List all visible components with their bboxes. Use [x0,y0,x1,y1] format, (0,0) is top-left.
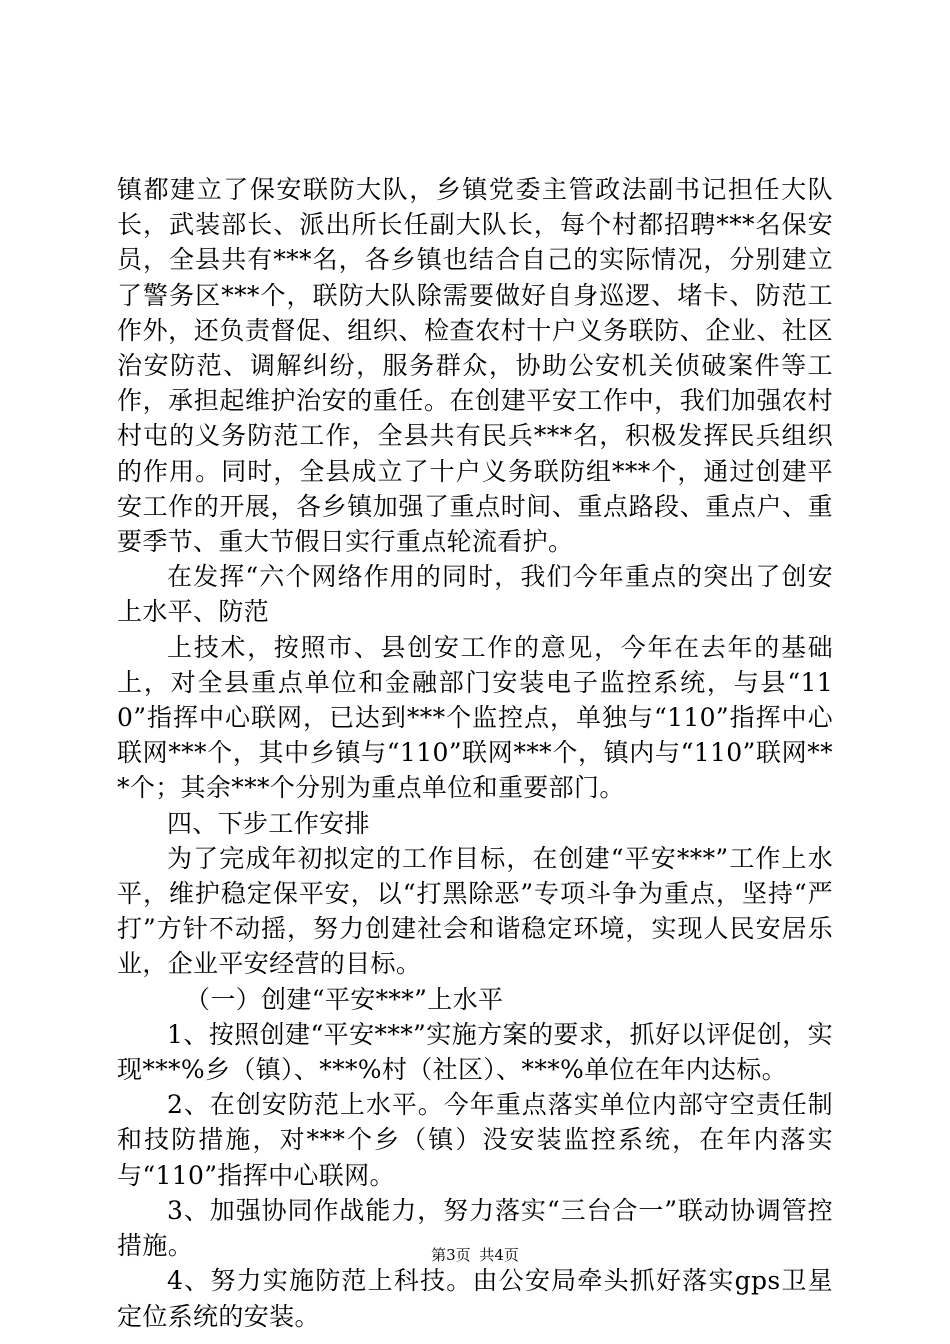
page-number: 第3页 [431,1246,471,1264]
list-item-2: 2、在创安防范上水平。今年重点落实单位内部守空责任制和技防措施，对***个乡（镇）没安装监控系统，在年内落实与“110”指挥中心联网。 [117,1090,833,1190]
list-item-4: 4、努力实施防范上科技。由公安局牵头抓好落实gps卫星定位系统的安装。 [117,1266,833,1331]
list-item-3: 3、加强协同作战能力，努力落实“三台合一”联动协调管控措施。 [117,1195,833,1261]
section-heading-next-steps: 四、下步工作安排 [167,808,370,838]
paragraph-technical-prevention: 上技术，按照市、县创安工作的意见，今年在去年的基础上，对全县重点单位和金融部门安装电子监控系统，与县“110”指挥中心联网，已达到***个监控点，单独与“110”指挥中心联网***个，其中乡镇与“110”联网***个，镇内与“110”联网***个；其余***个分别为重点单位和重要部门。 [117,632,833,803]
document-body [117,172,833,1334]
subsection-heading-safe-county: （一）创建“平安***”上水平 [185,984,504,1014]
paragraph-six-networks: 在发挥“六个网络作用的同时，我们今年重点的突出了创安上水平、防范 [117,562,833,627]
paragraph-work-goals: 为了完成年初拟定的工作目标，在创建“平安***”工作上水平，维护稳定保平安，以“打黑除恶”专项斗争为重点，坚持“严打”方针不动摇，努力创建社会和谐稳定环境，实现人民安居乐业，企业平安经营的目标。 [117,843,833,979]
page-total: 共4页 [479,1246,519,1264]
page-footer [0,1246,950,1264]
list-item-1: 1、按照创建“平安***”实施方案的要求，抓好以评促创，实现***%乡（镇）、***%村（社区）、***%单位在年内达标。 [117,1019,833,1085]
paragraph-security-brigade: 镇都建立了保安联防大队，乡镇党委主管政法副书记担任大队长，武装部长、派出所长任副大队长，每个村都招聘***名保安员，全县共有***名，各乡镇也结合自己的实际情况，分别建立了警务区***个，联防大队除需要做好自身巡逻、堵卡、防范工作外，还负责督促、组织、检查农村十户义务联防、企业、社区治安防范、调解纠纷，服务群众，协助公安机关侦破案件等工作，承担起维护治安的重任。在创建平安工作中，我们加强农村村屯的义务防范工作，全县共有民兵***名，积极发挥民兵组织的作用。同时，全县成立了十户义务联防组***个，通过创建平安工作的开展，各乡镇加强了重点时间、重点路段、重点户、重要季节、重大节假日实行重点轮流看护。 [117,175,833,557]
